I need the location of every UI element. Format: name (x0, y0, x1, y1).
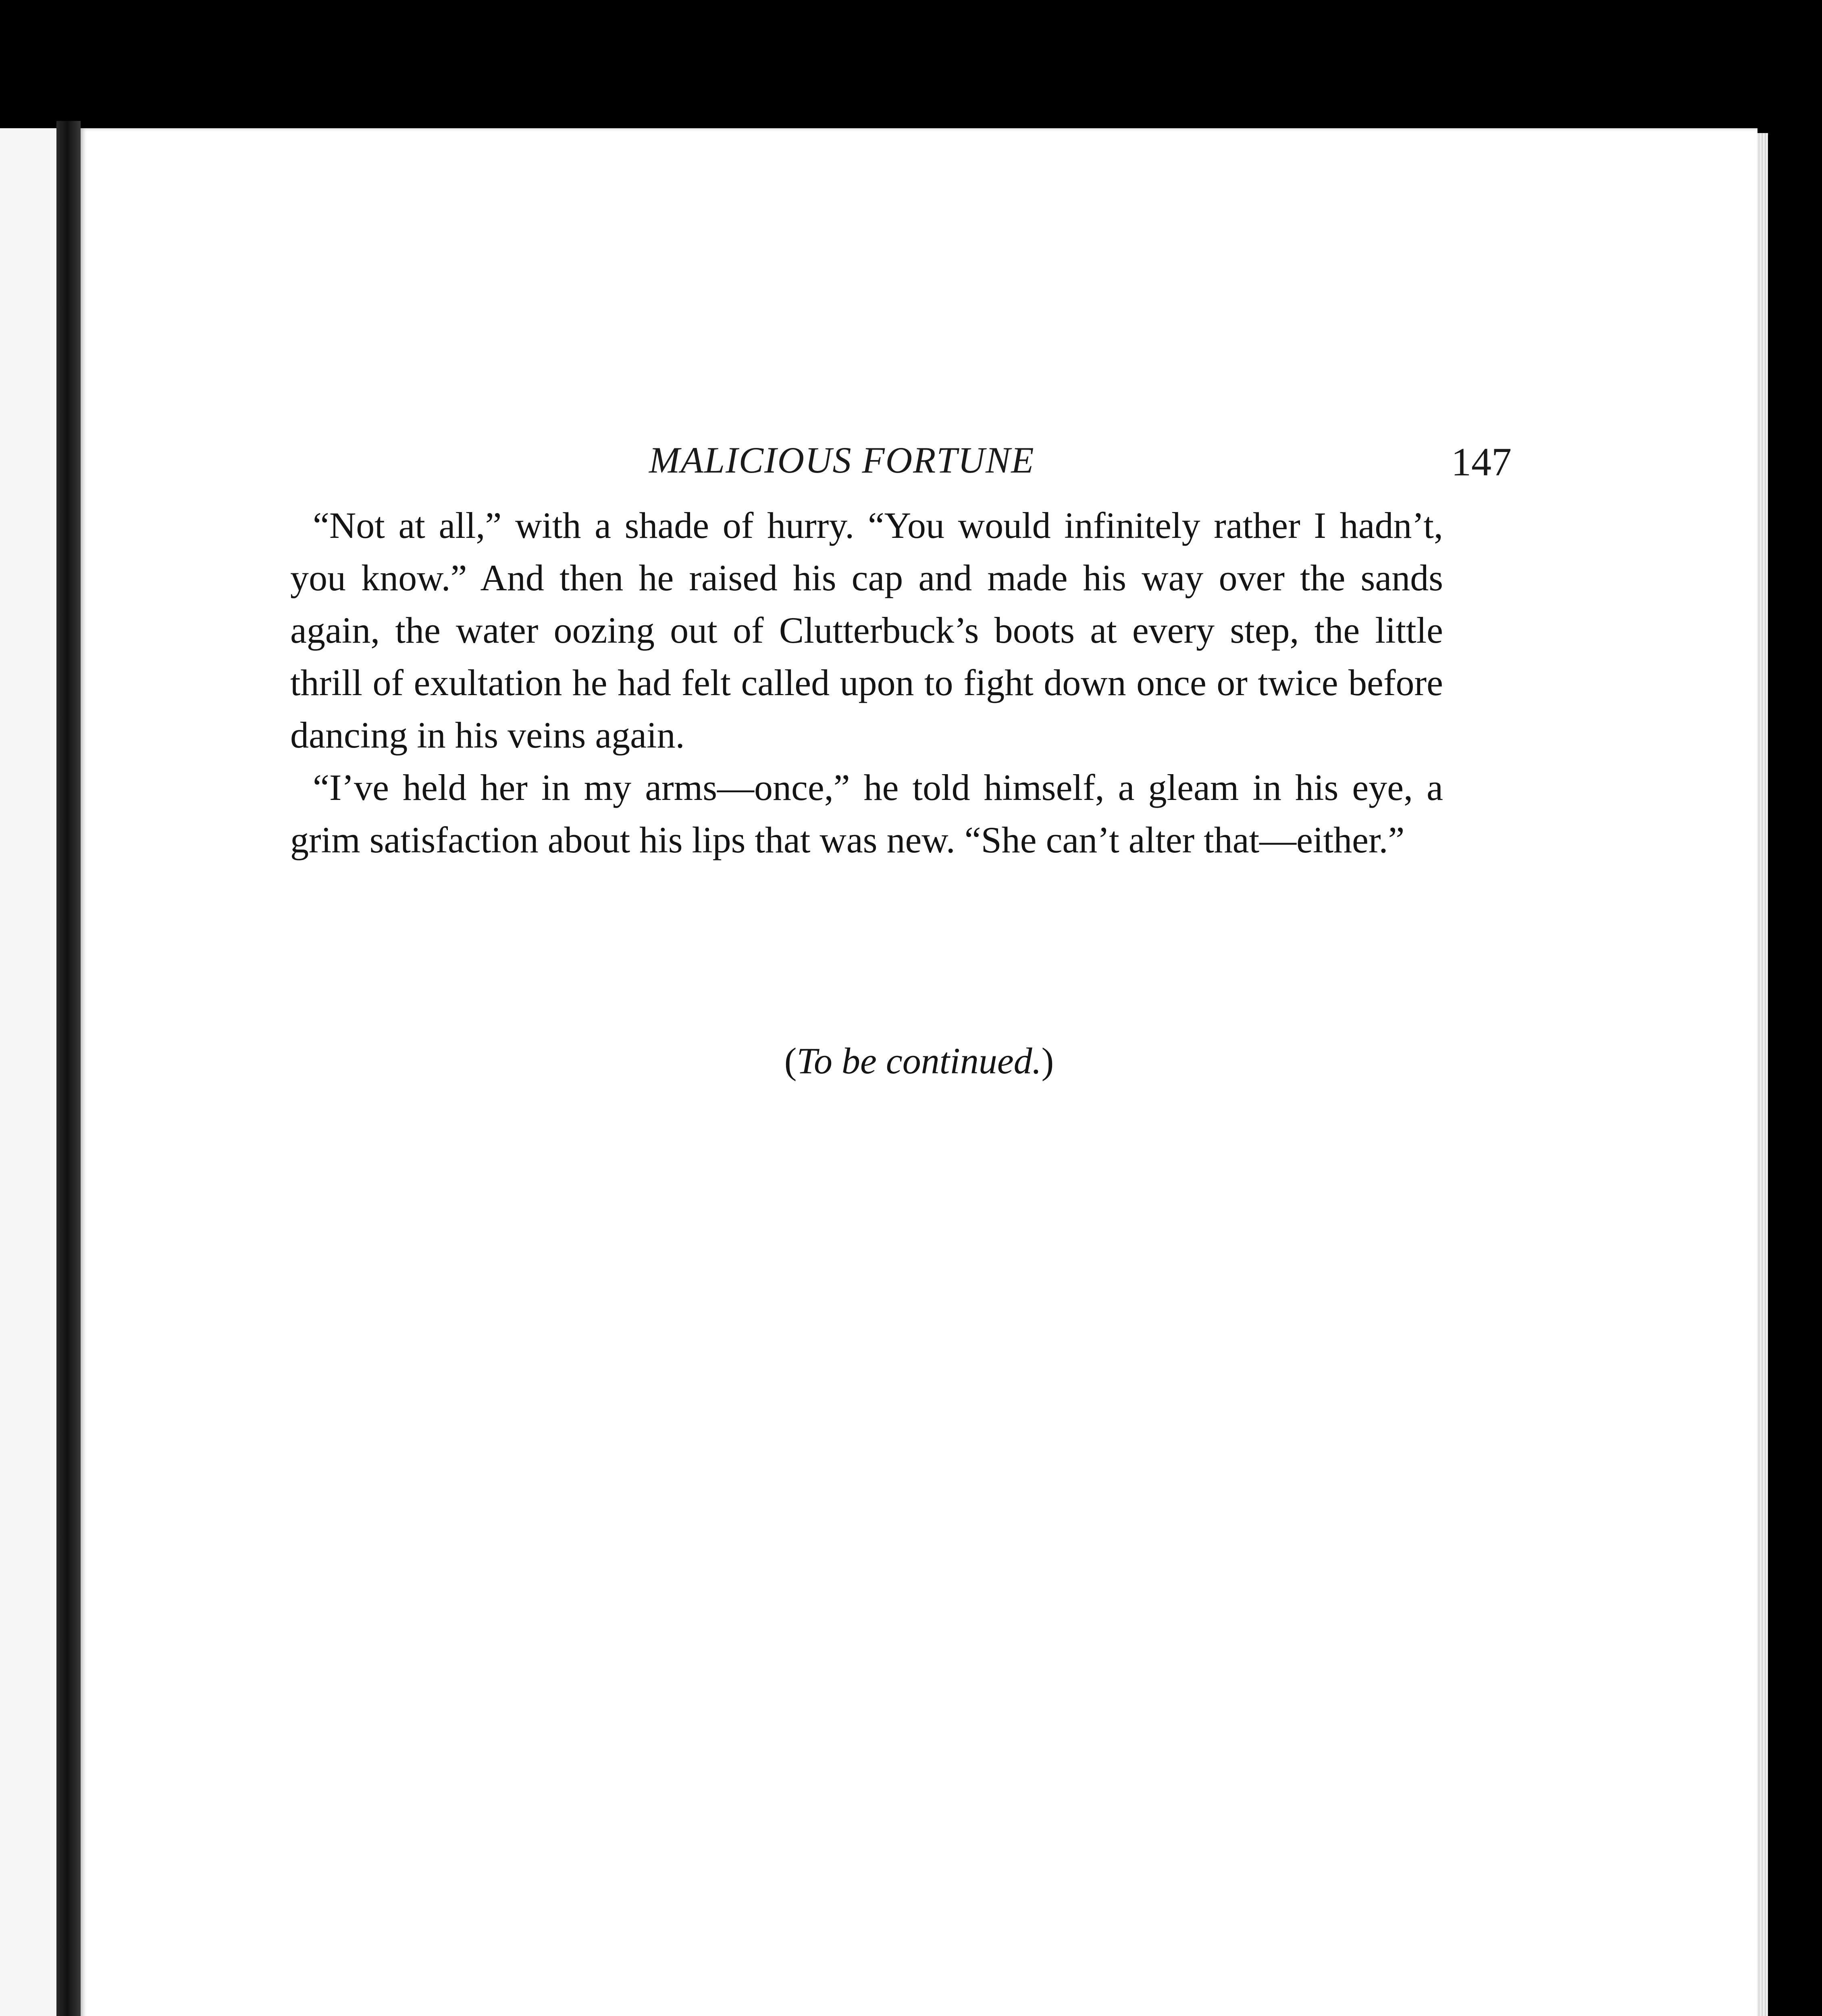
book-page (81, 128, 1758, 2016)
continued-open-paren: ( (784, 1040, 797, 1081)
continued-text: To be continued. (797, 1040, 1042, 1081)
book-gutter (56, 121, 81, 2016)
running-title: MALICIOUS FORTUNE (649, 439, 1035, 481)
to-be-continued (81, 1039, 1758, 1082)
facing-page-edge (0, 128, 56, 2016)
continued-close-paren: ) (1041, 1040, 1054, 1081)
page-edges (1758, 133, 1768, 2016)
page-number: 147 (1451, 439, 1512, 484)
running-head (81, 439, 1758, 487)
paragraph: “I’ve held her in my arms—once,” he told himself, a gleam in his eye, a grim satisfaction about his lips that was new. “She can’t alter that—either.” (290, 767, 1443, 860)
body-text (290, 499, 1443, 866)
paragraph: “Not at all,” with a shade of hurry. “You would infinitely rather I hadn’t, you know.” And then he raised his cap and made his way over the sands again, the water oozing out of Clutterbuck’s boots at every step, the little thrill of exultation he had felt called upon to fight down once or twice before dancing in his veins again. (290, 505, 1443, 756)
